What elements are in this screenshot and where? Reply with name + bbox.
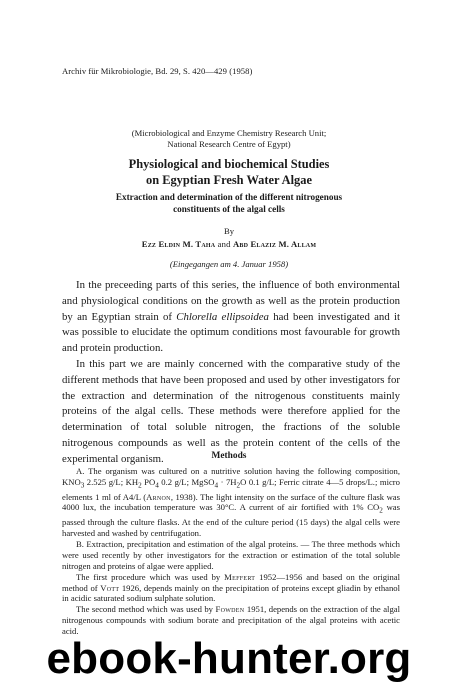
method-a-text: was passed through the culture flasks. At the end of the culture period (15 days) the algal cells were harvested and washed by centrifugation. [62,502,400,538]
method-first-text: The first procedure which was used by [76,571,225,582]
title-line-2: on Egyptian Fresh Water Algae [146,172,312,187]
method-a-text: 2.525 g/L; KH [84,476,139,487]
subtitle-line-1: Extraction and determination of the different nitrogenous [115,192,343,202]
method-first-paragraph [62,572,400,605]
method-b-paragraph: B. Extraction, precipitation and estimation of the algal proteins. — The three methods which were used recently by other investigators for the extraction or estimation of the total soluble nitrogen and proteins of algae were applied. [62,538,400,571]
citation-fowden: Fowden [215,604,245,615]
paper-subtitle [0,192,458,215]
method-second-text: 1951, depends on the extraction of the algal nitrogenous compounds with sodium borate and precipitation of the algal proteins with acetic acid. [62,604,400,637]
intro-paragraph-1 [62,278,400,357]
citation-vott: Vott [100,582,120,593]
watermark-banner: ebook-hunter.org [46,634,412,683]
subscript: 2 [236,481,241,490]
method-a-text: , 1938). The light intensity on the surface of the culture flask was 4000 lux, the incubation temperature was 30°C. A current of air fortified with 1% CO [62,491,400,513]
received-date: (Eingegangen am 4. Januar 1958) [169,259,289,269]
author-conjunction: and [215,239,234,249]
author-1: Ezz Eldin M. Taha [141,239,216,249]
method-a-text: A. The organism was cultured on a nutritive solution having the following composition, KNO [62,466,400,487]
affiliation [0,128,458,150]
methods-section [62,466,400,637]
para-1-text-a: In the preceeding parts of this series, the influence of both environmental and physiological conditions on the growth as well as the protein production by an Egyptian strain of [62,279,400,323]
para-2-text: In this part we are mainly concerned with the comparative study of the different methods that have been proposed and used by other investigators for the extraction and determination of the nitrogenous constituents mainly proteins of the algal cells. These methods were therefore applied for the determination of total soluble nitrogen, the fractions of the soluble nitrogenous compounds as well as the protein content of the cells of the experimental organism. [62,358,400,465]
method-a-text: · 7H [218,476,237,487]
subtitle-line-2: constituents of the algal cells [173,203,285,214]
method-a-text: 0.2 g/L; MgSO [158,476,215,487]
subscript: 4 [155,481,159,490]
method-second-text: The second method which was used by [76,604,216,615]
authors [0,239,458,249]
citation-meffert: Meffert [224,571,256,582]
affiliation-line-2: National Research Centre of Egypt) [167,139,291,149]
citation-arnon: Arnon [146,491,171,502]
subscript: 4 [214,481,219,490]
methods-heading: Methods [211,451,247,461]
paper-title [0,157,458,188]
method-a-text: PO [141,476,156,487]
para-1-text-b: had been investigated and it was possible to elucidate the optimum conditions most favourable for growth and protein production. [62,310,400,355]
method-first-text: 1926, depends mainly on the precipitation of proteins except gliadin by ethanol in acidic saturated sodium sulphate solution. [62,582,400,604]
title-line-1: Physiological and biochemical Studies [128,157,330,171]
subscript: 3 [80,481,85,490]
subscript: 2 [379,507,383,516]
author-2: Abd Elaziz M. Allam [233,239,317,249]
method-a-text: O 0.1 g/L; Ferric citrate 4—5 drops/L.; micro elements 1 ml of A4/L ( [62,476,400,502]
by-label: By [223,226,235,236]
affiliation-line-1: (Microbiological and Enzyme Chemistry Research Unit; [131,128,327,138]
species-name: Chlorella ellipsoidea [176,310,269,323]
journal-citation: Archiv für Mikrobiologie, Bd. 29, S. 420—429 (1958) [62,66,253,76]
subscript: 2 [138,481,142,490]
method-first-text: 1952—1956 and based on the original method of [62,571,400,593]
method-a-paragraph [62,466,400,539]
